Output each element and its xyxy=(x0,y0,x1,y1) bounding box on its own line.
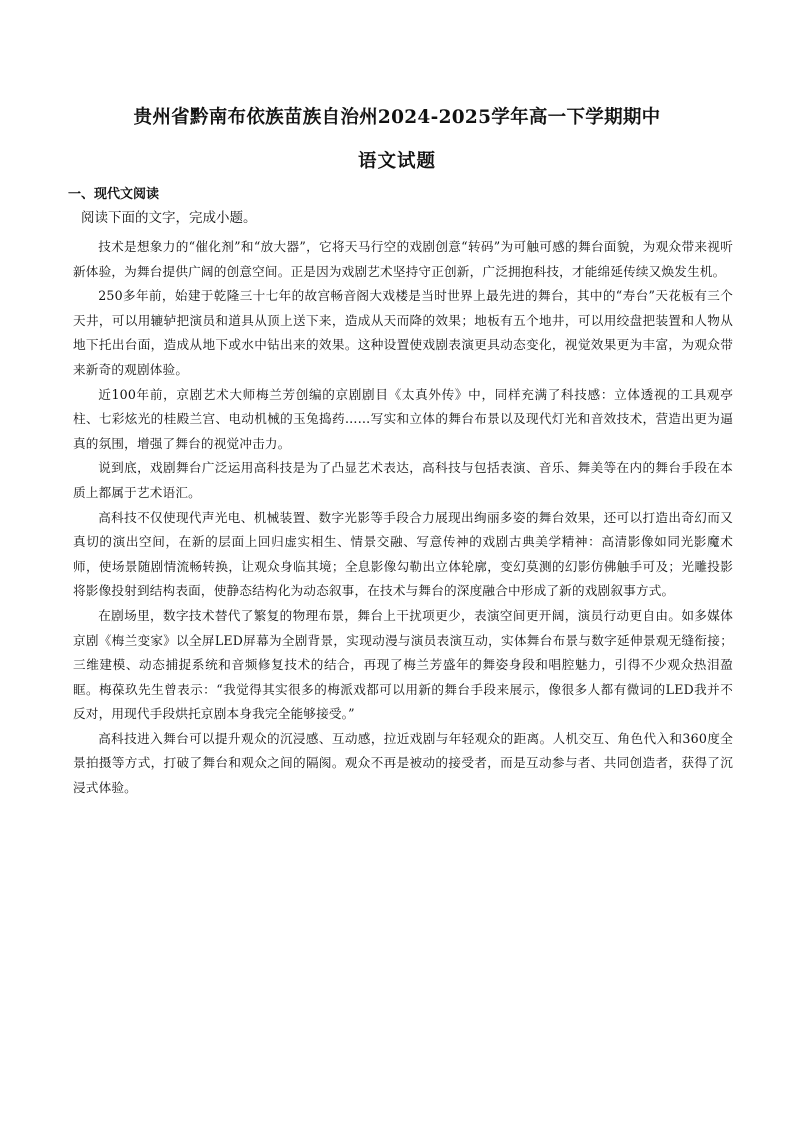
passage-paragraph: 高科技不仅使现代声光电、机械装置、数字光影等手段合力展现出绚丽多姿的舞台效果，还可以打造出奇幻而又真切的演出空间，在新的层面上回归虚实相生、情景交融、写意传神的戏剧古典美学精神：高清影像如同光影魔术师，使场景随剧情流畅转换，让观众身临其境；全息影像勾勒出立体轮廓，变幻莫测的幻影仿佛触手可及；光雕投影将影像投射到结构表面，使静态结构化为动态叙事，在技术与舞台的深度融合中形成了新的戏剧叙事方式。 xyxy=(73,509,733,599)
instruction-text: 阅读下面的文字，完成小题。 xyxy=(81,210,257,226)
passage-paragraph: 技术是想象力的“催化剂”和“放大器”，它将天马行空的戏剧创意“转码”为可触可感的舞台面貌，为观众带来视听新体验，为舞台提供广阔的创意空间。正是因为戏剧艺术坚持守正创新，广泛拥抱科技，才能绵延传续又焕发生机。 xyxy=(73,239,733,279)
reading-passage xyxy=(73,235,733,801)
passage-paragraph: 说到底，戏剧舞台广泛运用高科技是为了凸显艺术表达，高科技与包括表演、音乐、舞美等在内的舞台手段在本质上都属于艺术语汇。 xyxy=(73,460,733,500)
section-heading: 一、现代文阅读 xyxy=(68,187,160,202)
document-subtitle: 语文试题 xyxy=(357,151,436,172)
passage-paragraph: 在剧场里，数字技术替代了繁复的物理布景，舞台上干扰项更少，表演空间更开阔，演员行动更自由。如多媒体京剧《梅兰变家》以全屏LED屏幕为全剧背景，实现动漫与演员表演互动，实体舞台布景与数字延伸景观无缝衔接；三维建模、动态捕捉系统和音频修复技术的结合，再现了梅兰芳盛年的舞姿身段和唱腔魅力，引得不少观众热泪盈眶。梅葆玖先生曾表示：“我觉得其实很多的梅派戏都可以用新的舞台手段来展示，像很多人都有微词的LED我并不反对，用现代手段烘托京剧本身我完全能够接受。” xyxy=(73,607,733,722)
passage-paragraph: 近100年前，京剧艺术大师梅兰芳创编的京剧剧目《太真外传》中，同样充满了科技感：立体透视的工具观亭柱、七彩炫光的桂殿兰宫、电动机械的玉兔捣药……写实和立体的舞台布景以及现代灯光和音效技术，营造出更为逼真的氛围，增强了舞台的视觉冲击力。 xyxy=(73,386,733,451)
document-title: 贵州省黔南布依族苗族自治州2024-2025学年高一下学期期中 xyxy=(133,107,661,128)
passage-paragraph: 高科技进入舞台可以提升观众的沉浸感、互动感，拉近戏剧与年轻观众的距离。人机交互、角色代入和360度全景拍摄等方式，打破了舞台和观众之间的隔阂。观众不再是被动的接受者，而是互动参与者、共同创造者，获得了沉浸式体验。 xyxy=(73,730,733,796)
passage-paragraph: 250多年前，始建于乾隆三十七年的故宫畅音阁大戏楼是当时世界上最先进的舞台，其中的“寿台”天花板有三个天井，可以用辘轳把演员和道具从顶上送下来，造成从天而降的效果；地板有五个地井，可以用绞盘把装置和人物从地下托出台面，造成从地下或水中钻出来的效果。这种设置使戏剧表演更具动态变化，视觉效果更为丰富，为观众带来新奇的观剧体验。 xyxy=(73,288,733,377)
